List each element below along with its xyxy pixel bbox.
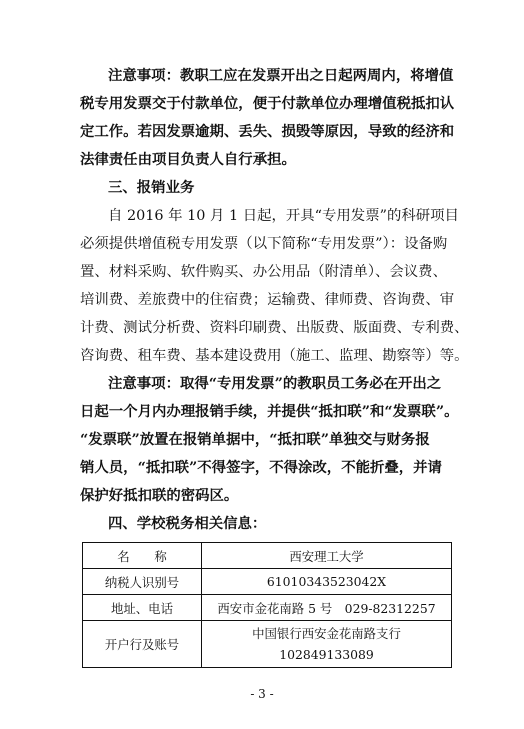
table-key-address-phone: 地址、电话 [83, 595, 202, 621]
text-line: 置、材料采购、软件购买、办公用品（附清单）、会议费、 [80, 264, 447, 280]
note-reimbursement [80, 370, 459, 510]
text-line: “发票联”放置在报销单据中，“抵扣联”单独交与财务报 [80, 431, 430, 448]
table-row [83, 621, 452, 668]
text-line: 注意事项：教职工应在发票开出之日起两周内，将增值 [108, 67, 454, 84]
text-line: 咨询费、租车费、基本建设费用（施工、监理、勘察等）等。 [80, 348, 469, 364]
page-number: - 3 - [250, 687, 274, 701]
text-line: 日起一个月内办理报销手续，并提供“抵扣联”和“发票联”。 [80, 403, 459, 420]
text-line: 定工作。若因发票逾期、丢失、损毁等原因，导致的经济和 [80, 123, 455, 140]
bank-account-number: 102849133089 [279, 647, 374, 662]
document-page [80, 62, 469, 668]
text-line: 注意事项：取得“专用发票”的教职员工务必在开出之 [108, 375, 442, 392]
section-heading-tax-info: 四、学校税务相关信息： [108, 515, 267, 532]
text-line: 自 2016 年 10 月 1 日起，开具“专用发票”的科研项目 [108, 208, 459, 224]
note-invoice-deadline [80, 62, 454, 174]
text-line: 销人员，“抵扣联”不得签字，不得涂改，不能折叠，并请 [80, 459, 442, 476]
table-row [83, 569, 452, 595]
section-heading-reimbursement: 三、报销业务 [108, 179, 195, 196]
text-line: 培训费、差旅费中的住宿费；运输费、律师费、咨询费、审 [80, 292, 455, 308]
bank-name: 中国银行西安金花南路支行 [252, 626, 401, 641]
text-line: 保护好抵扣联的密码区。 [80, 487, 239, 504]
table-key-bank-account: 开户行及账号 [83, 621, 202, 668]
table-value-name: 西安理工大学 [202, 543, 452, 569]
table-value-taxpayer-id: 61010343523042X [202, 569, 452, 595]
table-row [83, 595, 452, 621]
text-line: 税专用发票交于付款单位，便于付款单位办理增值税抵扣认 [80, 95, 455, 112]
tax-info-table [82, 542, 452, 668]
text-line: 必须提供增值税专用发票（以下简称“专用发票”）：设备购 [80, 236, 448, 252]
text-line: 法律责任由项目负责人自行承担。 [80, 151, 296, 168]
table-value-address-phone: 西安市金花南路 5 号 029-82312257 [202, 595, 452, 621]
reimbursement-paragraph [80, 202, 469, 370]
table-row [83, 543, 452, 569]
table-value-bank-account [202, 621, 452, 668]
table-key-taxpayer-id: 纳税人识别号 [83, 569, 202, 595]
text-line: 计费、测试分析费、资料印刷费、出版费、版面费、专利费、 [80, 320, 469, 336]
table-key-name: 名 称 [83, 543, 202, 569]
